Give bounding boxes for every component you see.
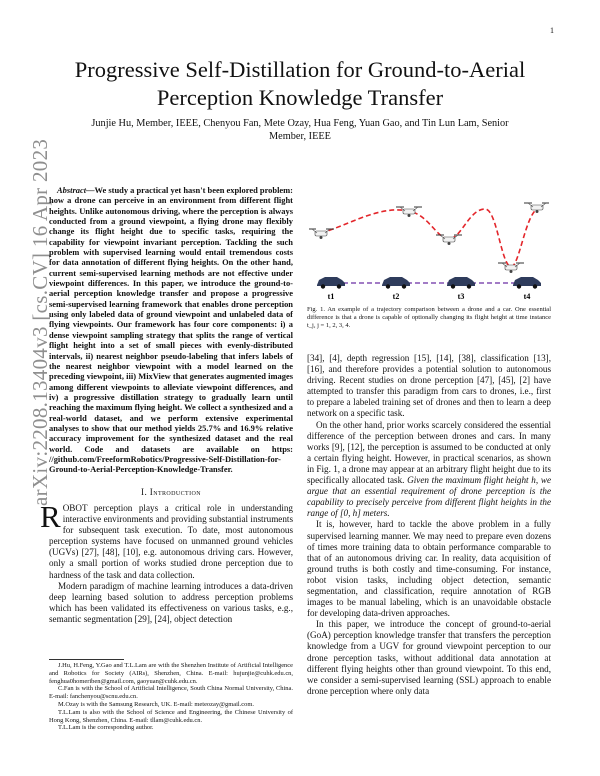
right-column-text: [307, 353, 551, 697]
footnotes: [49, 662, 293, 732]
right-paragraph-1: [34], [4], depth regression [15], [14], [38], classification [13], [16], and therefore provides a potential solution to autonomous driving. Recent studies on drone perception [47], [45], [2] have attempted to transfer this paradigm from cars to drones, i.e., first to prepare a labeled training set of drones and then to learn a deep network on a specific task.: [307, 353, 551, 419]
drone-icon: [396, 207, 422, 217]
right-paragraph-3: It is, however, hard to tackle the above problem in a fully supervised learning manner. We may need to prepare even dozens of times more training data to obtain performance comparable to that of an autonomous driving car. In reality, data acquisition of ground truths is both costly and time-consuming. For instance, robot vision tasks, including object detection, semantic segmentation, and classification, require annotation of RGB images to be manual labeling, which is an unavoidable obstacle for developing data-driven approaches.: [307, 519, 551, 619]
page-number: 1: [550, 26, 554, 35]
trajectory-figure: [309, 183, 549, 303]
time-label-t3: t3: [457, 292, 465, 301]
footnote-affiliation-2: C.Fan is with the School of Artificial Intelligence, South China Normal University, China. E-mail: fanchenyou@scnu.edu.cn.: [49, 685, 293, 701]
car-icon: [382, 277, 410, 289]
drone-icon: [524, 203, 549, 213]
footnote-rule: [49, 659, 124, 660]
abstract-text: We study a practical yet hasn't been explored problem: how a drone can perceive in an environment from different flight heights. Unlike autonomous driving, where the perception is always conducted from a ground viewpoint, a flying drone may flexibly change its flight height due to specific tasks, requiring the capability for viewpoint invariant perception. Tackling the such problem with supervised learning would entail tremendous costs for data annotation of different flying heights. On the other hand, current semi-supervised learning methods are not effective under viewpoint differences. In this paper, we introduce the ground-to-aerial perception knowledge transfer and propose a progressive semi-supervised learning framework that enables drone perception using only labeled data of ground viewpoint and unlabeled data of flying viewpoints. Our framework has four core components: i) a dense viewpoint sampling strategy that splits the range of vertical flight height into a set of small pieces with evenly-distributed intervals, ii) nearest neighbor pseudo-labeling that infers labels of the nearest neighbor viewpoint with a model learned on the preceding viewpoint, iii) MixView that generates augmented images among different viewpoints to alleviate viewpoint differences, and iv) a progressive distillation strategy to gradually learn until reaching the maximum flying height. We collect a synthesized and a real-world dataset, and we perform extensive experimental analyses to show that our method yields 25.7% and 16.9% relative accuracy improvement for the synthesized dataset and the real world. Code and datasets are available on https: //github.com/FreeformRobotics/Progressive-Self-Distillation-for-Ground-to-Aerial-Perception-Knowledge-Transfer.: [49, 185, 293, 475]
paper-title: Progressive Self-Distillation for Ground-to-Aerial Perception Knowledge Transfer: [74, 57, 526, 110]
arxiv-identifier: arXiv:2208.13404v3 [cs.CV] 16 Apr 2023: [28, 138, 52, 506]
abstract: Abstract—We study a practical yet hasn't been explored problem: how a drone can perceive in an environment from different flight heights. Unlike autonomous driving, where the perception is always conducted from a ground viewpoint, a flying drone may flexibly change its flight height due to specific tasks, requiring the capability for viewpoint invariant perception. Tackling the such problem with supervised learning would entail tremendous costs for data annotation of different flying heights. On the other hand, current semi-supervised learning methods are not effective under viewpoint differences. In this paper, we introduce the ground-to-aerial perception knowledge transfer and propose a progressive semi-supervised learning framework that enables drone perception using only labeled data of ground viewpoint and unlabeled data of flying viewpoints. Our framework has four core components: i) a dense viewpoint sampling strategy that splits the range of vertical flight height into a set of small pieces with evenly-distributed intervals, ii) nearest neighbor pseudo-labeling that infers labels of the nearest neighbor viewpoint with a model learned on the preceding viewpoint, iii) MixView that generates augmented images among different viewpoints to alleviate viewpoint differences, and iv) a progressive distillation strategy to gradually learn until reaching the maximum flying height. We collect a synthesized and a real-world dataset, and we perform extensive experimental analyses to show that our method yields 25.7% and 16.9% relative accuracy improvement for the synthesized dataset and the real world. Code and datasets are available on https: //github.com/FreeformRobotics/Progressive-Self-Distillation-for-Ground-to-Aerial-Perception-Knowledge-Transfer.: [49, 185, 293, 475]
footnote-affiliation-3: M.Ozay is with the Samsung Research, UK. E-mail: meteozay@gmail.com.: [58, 700, 254, 708]
abstract-label: Abstract: [57, 185, 87, 195]
drone-icon: [498, 263, 524, 273]
intro-paragraph-1: OBOT perception plays a critical role in understanding interactive environments and providing substantial instruments for subsequent task execution. To date, most autonomous perception systems have focused on unmanned ground vehicles (UGVs) [27], [48], [10], e.g. autonomous driving cars. However, only a small portion of works studied drone perception due to hardness of the task and data collection.: [49, 503, 293, 580]
right-paragraph-2: [307, 420, 551, 520]
right-paragraph-2-italic: Given the maximum flight height h, we argue that an essential requirement of drone perception is the capability to precisely perceive from different flight heights in the range of [0, h] meters.: [307, 475, 552, 519]
time-label-t2: t2: [392, 292, 400, 301]
dropcap-letter: R: [40, 499, 61, 534]
author-list: Junjie Hu, Member, IEEE, Chenyou Fan, Mete Ozay, Hua Feng, Yuan Gao, and Tin Lun Lam, Senior Member, IEEE: [91, 118, 509, 142]
right-paragraph-2-plain: On the other hand, prior works scarcely considered the essential difference of the perception between drones and cars. In many works [9], [12], the perception is assumed to be conducted at only a certain flying height. However, in practical scenarios, as shown in Fig. 1, a drone may appear at an arbitrary flight height due to its specifically allocated task.: [307, 419, 551, 486]
section-heading: I. Introduction: [141, 487, 201, 497]
footnote-affiliation-1: J.Hu, H.Feng, Y.Gao and T.L.Lam are with the Shenzhen Institute of Artificial Intelligence and Robotics for Society (AIRs), Shenzhen, China. E-mail: hujunjie@cuhk.edu.cn, fenghua0homeriben@gmail.com, gaoyuan@cuhk.edu.cn.: [49, 662, 293, 685]
figure-caption: Fig. 1. An example of a trajectory comparison between a drone and a car. One essential difference is that a drone is capable of optionally changing its flight height at time instance t_j, j = 1, 2, 3, 4.: [307, 306, 551, 329]
car-icon: [513, 277, 541, 289]
drone-icon: [436, 235, 462, 245]
intro-paragraph-2: Modern paradigm of machine learning introduces a data-driven deep learning based solution to address perception problems which has been validated its effectiveness on various tasks, e.g., semantic segmentation [29], [24], object detection: [49, 580, 293, 624]
car-icon: [447, 277, 475, 289]
time-label-t1: t1: [327, 292, 335, 301]
drone-trajectory: [321, 209, 537, 267]
introduction-text: [40, 499, 293, 625]
right-paragraph-4: In this paper, we introduce the concept of ground-to-aerial (GoA) perception knowledge transfer that transfers the perception knowledge from a UGV for ground viewpoint perception to our drone perception tasks, without additional data annotation at different flying heights other than ground viewpoint. To this end, we consider a semi-supervised learning (SSL) approach to enable drone perception where only data: [307, 619, 551, 696]
time-label-t4: t4: [523, 292, 531, 301]
footnote-affiliation-4: T.L.Lam is also with the School of Science and Engineering, the Chinese University of Hong Kong, Shenzhen, China. E-mail: tllam@cuhk.edu.cn.: [49, 708, 293, 724]
footnote-corresponding: T.L.Lam is the corresponding author.: [58, 724, 154, 732]
car-icon: [317, 277, 345, 289]
